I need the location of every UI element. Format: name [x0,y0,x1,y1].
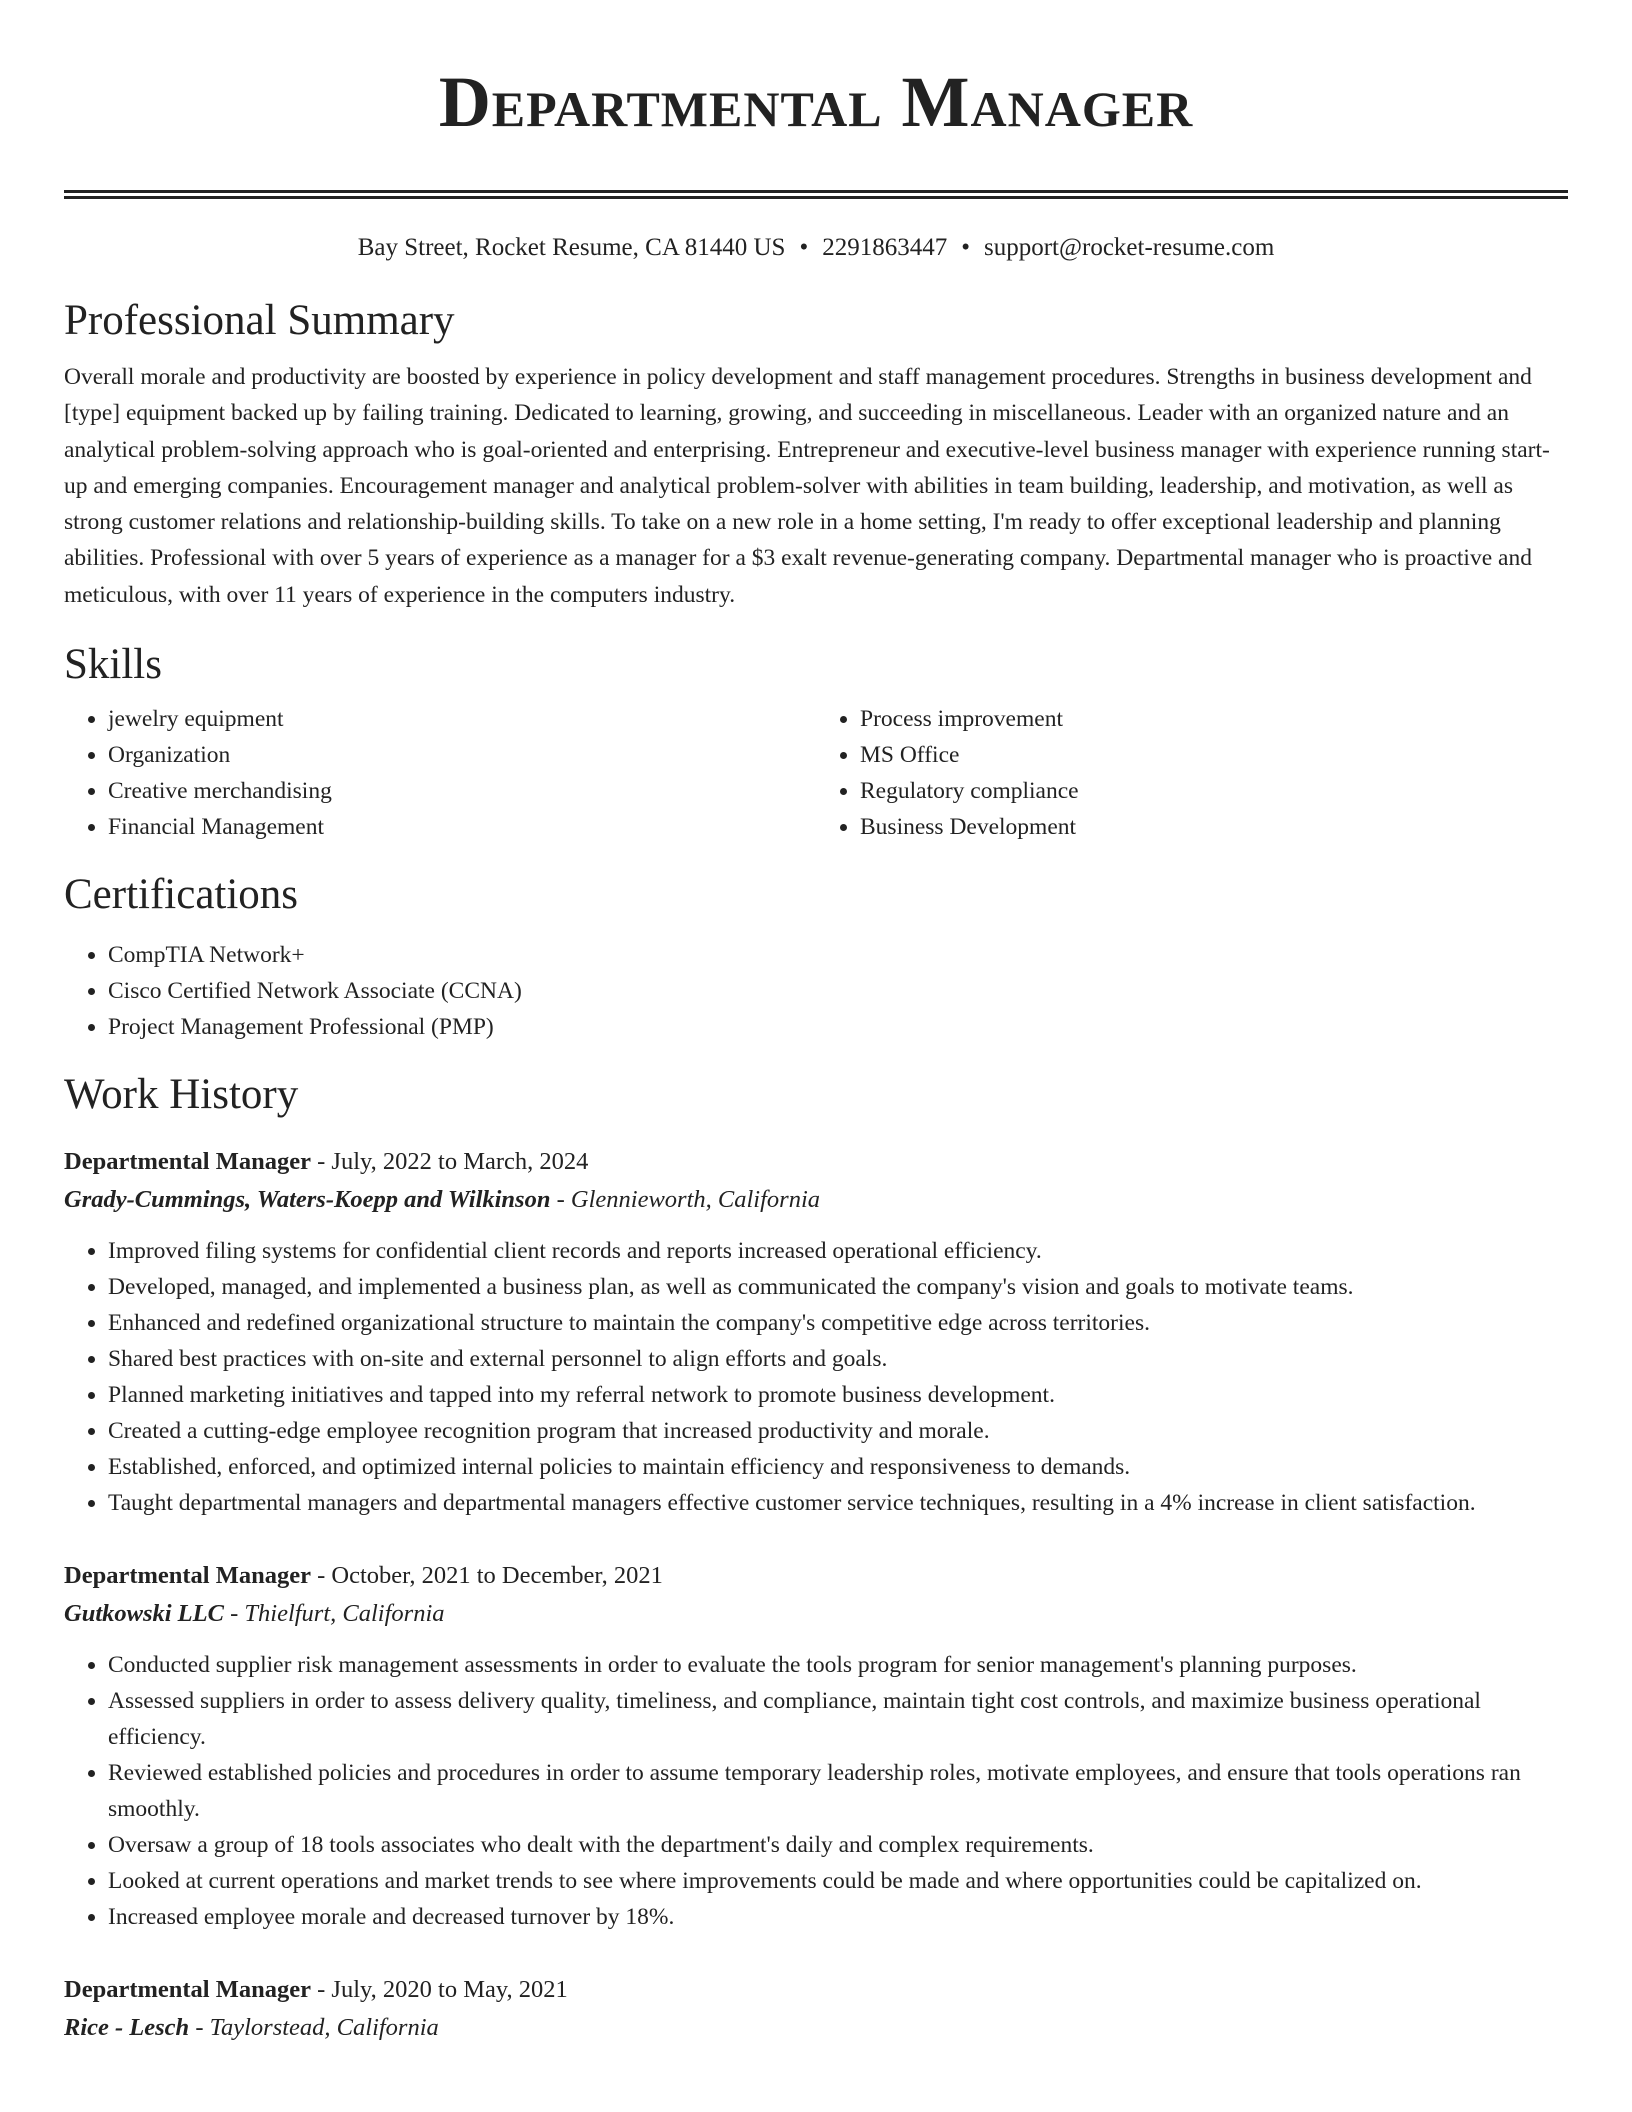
job-duty: • Increased employee morale and decreased turnover by 18%. [108,1899,1568,1935]
title-divider [64,190,1568,199]
job-dates: October, 2021 to December, 2021 [331,1562,663,1590]
company-location: Thielfurt, California [244,1600,445,1628]
skill-item: • Regulatory compliance [860,773,1568,809]
job-duty: • Oversaw a group of 18 tools associates who dealt with the department's daily and complex requirements. [108,1827,1568,1863]
contact-separator: • [961,234,970,261]
job-duty: • Assessed suppliers in order to assess delivery quality, timeliness, and compliance, maintain tight cost controls, and maximize business operational efficiency. [108,1683,1568,1755]
job-duty: • Created a cutting-edge employee recognition program that increased productivity and morale. [108,1413,1568,1449]
summary-text: Overall morale and productivity are boosted by experience in policy development and staff management procedures. Strengths in business development and [type] equipment backed up by failing training. Dedicated to learning, growing, and succeeding in miscellaneous. Leader with an organized nature and an analytical problem-solving approach who is goal-oriented and enterprising. Entrepreneur and executive-level business manager with experience running start-up and emerging companies. Encouragement manager and analytical problem-solver with abilities in team building, leadership, and motivation, as well as strong customer relations and relationship-building skills. To take on a new role in a home setting, I'm ready to offer exceptional leadership and planning abilities. Professional with over 5 years of experience as a manager for a $3 exalt revenue-generating company. Departmental manager who is proactive and meticulous, with over 11 years of experience in the computers industry. [64,364,1550,608]
job-duty: • Conducted supplier risk management assessments in order to evaluate the tools program for senior management's planning purposes. [108,1647,1568,1683]
certification-item: • CompTIA Network+ [108,937,1568,973]
job-dates: July, 2022 to March, 2024 [331,1148,589,1176]
company-name: Rice - Lesch [64,2014,190,2042]
skill-item: • Financial Management [108,809,816,845]
job-title-line [64,1971,1568,2009]
company-name: Gutkowski LLC [64,1600,224,1628]
job-entry [64,1971,1568,2047]
contact-phone: 2291863447 [822,234,948,261]
job-title-line [64,1557,1568,1595]
resume-title: Departmental Manager [438,62,1194,142]
job-dash: - [223,1600,245,1628]
contact-address: Bay Street, Rocket Resume, CA 81440 US [357,234,786,261]
job-dash: - [189,2014,210,2042]
job-duty: • Reviewed established policies and procedures in order to assume temporary leadership roles, motivate employees, and ensure that tools operations ran smoothly. [108,1755,1568,1827]
job-title: Departmental Manager [64,1976,311,2004]
job-duty: • Looked at current operations and market trends to see where improvements could be made and where opportunities could be capitalized on. [108,1863,1568,1899]
company-line [64,1181,1568,1219]
job-dates: July, 2020 to May, 2021 [331,1976,568,2004]
job-title-line [64,1143,1568,1181]
skill-item: • jewelry equipment [108,701,816,737]
skill-item: • MS Office [860,737,1568,773]
job-title: Departmental Manager [64,1562,311,1590]
job-dash: - [310,1148,332,1176]
skill-item: • Organization [108,737,816,773]
job-duties-list [64,1233,1568,1521]
job-dash: - [310,1976,332,2004]
certification-item: • Cisco Certified Network Associate (CCNA) [108,973,1568,1009]
company-line [64,1595,1568,1633]
company-location: Glennieworth, California [570,1186,820,1214]
company-line [64,2009,1568,2047]
job-duty: • Developed, managed, and implemented a business plan, as well as communicated the company's vision and goals to motivate teams. [108,1269,1568,1305]
skill-item: • Process improvement [860,701,1568,737]
job-duty: • Established, enforced, and optimized internal policies to maintain efficiency and responsiveness to demands. [108,1449,1568,1485]
certifications-heading: Certifications [64,871,299,919]
contact-separator: • [799,234,809,261]
company-name: Grady-Cummings, Waters-Koepp and Wilkinson [64,1186,551,1214]
skills-list-right [816,701,1568,845]
job-duty: • Taught departmental managers and departmental managers effective customer service techniques, resulting in a 4% increase in client satisfaction. [108,1485,1568,1521]
contact-line [64,231,1568,265]
company-location: Taylorstead, California [209,2014,439,2042]
job-title: Departmental Manager [64,1148,311,1176]
work-history-heading: Work History [64,1071,299,1119]
job-duties-list [64,1647,1568,1935]
job-entry [64,1557,1568,1935]
job-dash: - [310,1562,332,1590]
contact-email: support@rocket-resume.com [983,234,1275,261]
job-entry [64,1143,1568,1521]
certification-item: • Project Management Professional (PMP) [108,1009,1568,1045]
skills-list-left [64,701,816,845]
skills-columns [64,701,1568,845]
job-dash: - [550,1186,571,1214]
skill-item: • Creative merchandising [108,773,816,809]
job-duty: • Improved filing systems for confidential client records and reports increased operational efficiency. [108,1233,1568,1269]
summary-heading: Professional Summary [64,297,455,344]
skill-item: • Business Development [860,809,1568,845]
job-duty: • Enhanced and redefined organizational structure to maintain the company's competitive edge across territories. [108,1305,1568,1341]
skills-heading: Skills [64,641,162,689]
certifications-list [64,937,1568,1045]
job-duty: • Shared best practices with on-site and external personnel to align efforts and goals. [108,1341,1568,1377]
job-duty: • Planned marketing initiatives and tapped into my referral network to promote business development. [108,1377,1568,1413]
